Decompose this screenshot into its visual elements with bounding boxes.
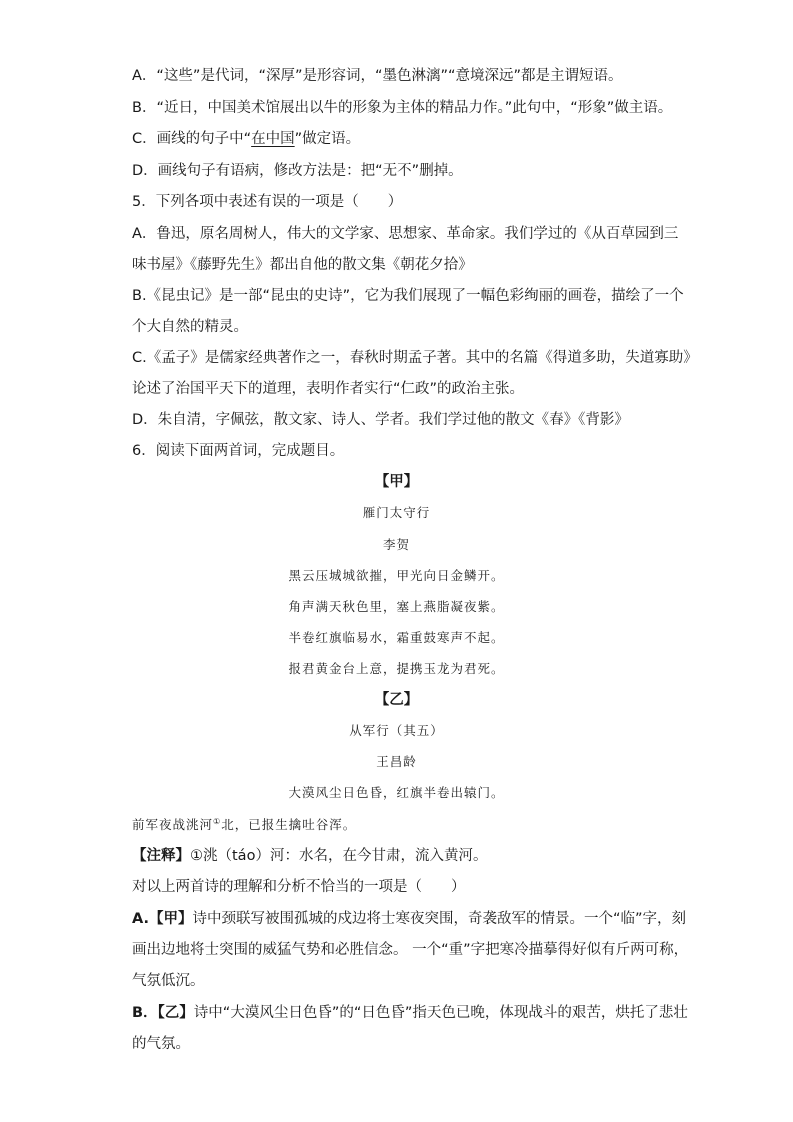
poem1-line-4: 报君黄金台上意，提携玉龙为君死。 xyxy=(288,661,505,676)
q7-option-a-line3: 气氛低沉。 xyxy=(132,973,205,989)
q4-option-d: D．画线句子有语病，修改方法是：把“无不”删掉。 xyxy=(132,163,463,179)
q4-option-c-suffix: ”做定语。 xyxy=(294,131,361,147)
q7-option-a-label: A.【甲】 xyxy=(132,911,193,927)
q4-option-a: A．“这些”是代词，“深厚”是形容词，“墨色淋漓”“意境深远”都是主谓短语。 xyxy=(132,68,623,84)
footnote-marker: ① xyxy=(213,817,222,826)
poem2-heading: 【乙】 xyxy=(374,692,419,708)
q7-option-b-line1 xyxy=(132,1003,688,1023)
poem2-line-1: 大漠风尘日色昏，红旗半卷出辕门。 xyxy=(288,785,505,800)
q5-option-d: D．朱自清，字佩弦，散文家、诗人、学者。我们学过他的散文《春》《背影》 xyxy=(132,412,629,428)
poem1-line-3: 半卷红旗临易水，霜重鼓寒声不起。 xyxy=(288,630,505,645)
q7-option-b-label: B．【乙】 xyxy=(132,1005,194,1021)
poem1-heading: 【甲】 xyxy=(374,474,419,490)
poem1-title: 雁门太守行 xyxy=(362,505,431,520)
q5-option-c-line1: C.《孟子》是儒家经典著作之一，春秋时期孟子著。其中的名篇《得道多助，失道寡助》 xyxy=(132,350,698,366)
q7-option-a-line1 xyxy=(132,909,686,929)
q5-option-b-line1: B.《昆虫记》是一部“昆虫的史诗”，它为我们展现了一幅色彩绚丽的画卷，描绘了一个 xyxy=(132,288,684,304)
poem1-author: 李贺 xyxy=(382,537,410,552)
poem2-line-2-prefix: 前军夜战洮河 xyxy=(132,817,214,832)
poem1-line-2: 角声满天秋色里，塞上燕脂凝夜紫。 xyxy=(288,599,505,614)
poem2-title: 从军行（其五） xyxy=(349,723,444,738)
question-6-stem: 6．阅读下面两首词，完成题目。 xyxy=(132,443,345,459)
question-7-stem: 对以上两首诗的理解和分析不恰当的一项是（ ） xyxy=(132,879,466,895)
poem2-line-2-suffix: 北，已报生擒吐谷浑。 xyxy=(221,817,357,832)
q5-option-b-line2: 个大自然的精灵。 xyxy=(132,319,248,335)
annotation-label: 【注释】 xyxy=(132,848,190,864)
q5-option-a-line1: A．鲁迅，原名周树人，伟大的文学家、思想家、革命家。我们学过的《从百草园到三 xyxy=(132,226,679,242)
poem1-line-1: 黑云压城城欲摧，甲光向日金鳞开。 xyxy=(288,568,505,583)
q7-option-b-line2: 的气氛。 xyxy=(132,1036,190,1052)
q7-option-a-line2: 画出边地将士突围的威猛气势和必胜信念。 一个“重”字把寒冷描摹得好似有斤两可称， xyxy=(132,942,689,958)
q7-option-b-text: 诗中“大漠风尘日色昏”的“日色昏”指天色已晚，体现战斗的艰苦，烘托了悲壮 xyxy=(193,1005,688,1021)
q4-option-c-prefix: C．画线的句子中“ xyxy=(132,131,252,147)
q4-option-c xyxy=(132,129,360,149)
annotation xyxy=(132,846,487,866)
poem2-line-2 xyxy=(132,815,356,835)
poem2-author: 王昌龄 xyxy=(376,754,417,769)
q5-option-a-line2: 味书屋》《藤野先生》都出自他的散文集《朝花夕拾》 xyxy=(132,257,473,273)
q5-option-c-line2: 论述了治国平天下的道理，表明作者实行“仁政”的政治主张。 xyxy=(132,381,525,397)
annotation-text: ①洮（táo）河：水名，在今甘肃，流入黄河。 xyxy=(190,848,488,864)
question-5-stem: 5．下列各项中表述有误的一项是（ ） xyxy=(132,194,403,210)
q4-option-b: B．“近日，中国美术馆展出以牛的形象为主体的精品力作。”此句中，“形象”做主语。 xyxy=(132,100,673,116)
q7-option-a-text: 诗中颈联写被围孤城的戍边将士寒夜突围，奇袭敌军的情景。一个“临”字，刻 xyxy=(192,911,687,927)
q4-option-c-underlined: 在中国 xyxy=(251,131,295,147)
